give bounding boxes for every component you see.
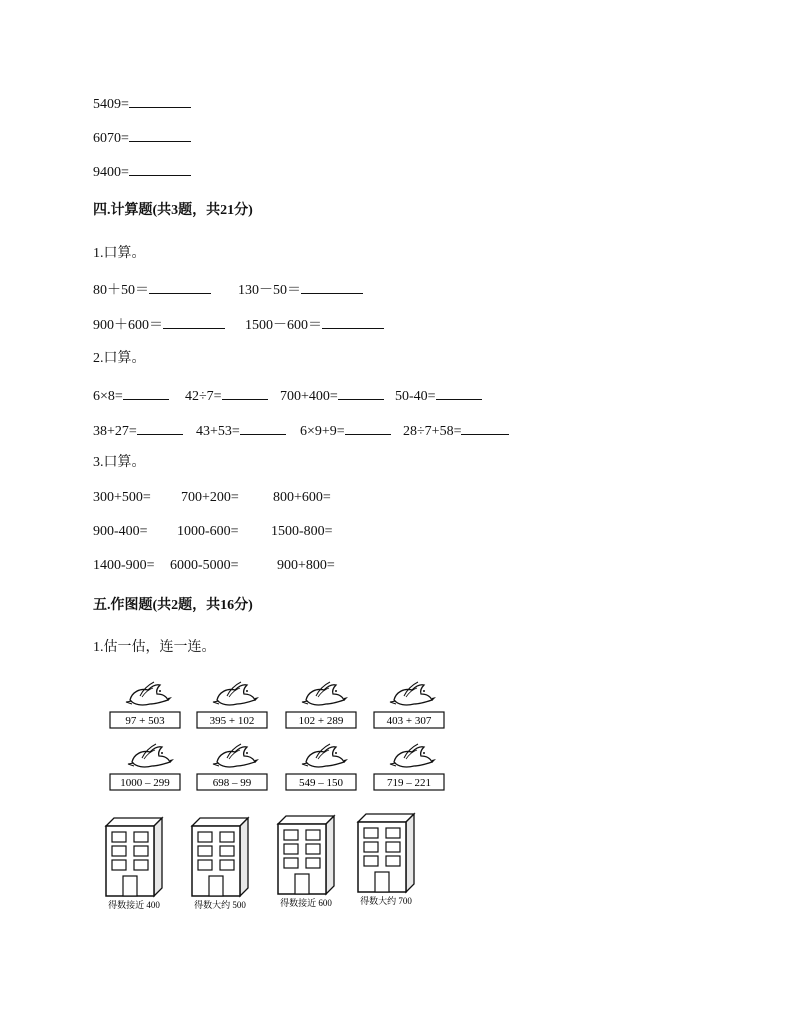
answer-blank[interactable] <box>137 421 183 435</box>
bird-label: 1000 – 299 <box>120 777 170 789</box>
q1-item: 900＋600＝ <box>93 315 225 335</box>
section-5-heading: 五.作图题(共2题，共16分) <box>93 598 253 613</box>
q1-item: 130－50＝ <box>238 280 363 300</box>
bird-icon <box>126 682 172 705</box>
answer-blank[interactable] <box>436 386 482 400</box>
building-label: 得数接近 400 <box>108 900 160 910</box>
conversion-line-3 <box>93 162 191 182</box>
q2-title: 2.口算。 <box>93 351 146 366</box>
answer-blank[interactable] <box>240 421 286 435</box>
building-icon <box>192 818 248 896</box>
building-card[interactable] <box>192 818 248 910</box>
building-label: 得数接近 600 <box>280 898 332 908</box>
bird-card[interactable] <box>197 682 267 728</box>
building-label: 得数大约 500 <box>194 900 246 910</box>
building-icon <box>106 818 162 896</box>
bird-icon <box>302 744 348 767</box>
q2-row-2: 38+27= 43+53= 6×9+9= 28÷7+58= <box>93 421 533 439</box>
q3-row-3: 1400-900= 6000-5000= 900+800= <box>93 558 335 573</box>
answer-blank[interactable] <box>345 421 391 435</box>
q3-row-1: 300+500= 700+200= 800+600= <box>93 490 331 505</box>
building-card[interactable] <box>278 816 334 908</box>
q3-title: 3.口算。 <box>93 455 146 470</box>
q1-item: 80＋50＝ <box>93 280 211 300</box>
building-label: 得数大约 700 <box>360 896 412 906</box>
answer-blank[interactable] <box>129 162 191 176</box>
building-icon <box>278 816 334 894</box>
answer-blank[interactable] <box>129 94 191 108</box>
answer-blank[interactable] <box>461 421 509 435</box>
conversion-expr: 5409= <box>93 97 129 112</box>
answer-blank[interactable] <box>301 280 363 294</box>
bird-icon <box>213 744 259 767</box>
bird-label: 97 + 503 <box>125 715 165 727</box>
q1-title: 1.口算。 <box>93 246 146 261</box>
bird-icon <box>390 744 436 767</box>
building-icon <box>358 814 414 892</box>
q1-row-1 <box>93 280 493 298</box>
q1-item: 1500－600＝ <box>245 315 384 335</box>
estimate-match-figure <box>100 676 460 916</box>
section-4-heading: 四.计算题(共3题，共21分) <box>93 203 253 218</box>
building-card[interactable] <box>358 814 414 906</box>
conversion-line-2 <box>93 128 191 148</box>
answer-blank[interactable] <box>123 386 169 400</box>
bird-label: 395 + 102 <box>209 715 255 727</box>
q1-row-2 <box>93 315 493 333</box>
answer-blank[interactable] <box>129 128 191 142</box>
conversion-expr: 9400= <box>93 165 129 180</box>
bird-icon <box>213 682 259 705</box>
bird-card[interactable] <box>286 682 356 728</box>
bird-card[interactable] <box>197 744 267 790</box>
bird-card[interactable] <box>374 682 444 728</box>
bird-icon <box>128 744 174 767</box>
bird-icon <box>302 682 348 705</box>
answer-blank[interactable] <box>222 386 268 400</box>
conversion-expr: 6070= <box>93 131 129 146</box>
answer-blank[interactable] <box>338 386 384 400</box>
bird-card[interactable] <box>286 744 356 790</box>
answer-blank[interactable] <box>163 315 225 329</box>
s5-q1-title: 1.估一估，连一连。 <box>93 640 216 655</box>
bird-label: 698 – 99 <box>212 777 252 789</box>
bird-label: 719 – 221 <box>387 777 431 789</box>
q2-row-1: 6×8= 42÷7= 700+400= 50-40= <box>93 386 513 404</box>
bird-label: 549 – 150 <box>299 777 343 789</box>
conversion-line-1 <box>93 94 191 114</box>
answer-blank[interactable] <box>149 280 211 294</box>
bird-icon <box>390 682 436 705</box>
bird-label: 102 + 289 <box>298 715 344 727</box>
answer-blank[interactable] <box>322 315 384 329</box>
bird-card[interactable] <box>374 744 444 790</box>
bird-card[interactable] <box>110 682 180 728</box>
bird-card[interactable] <box>110 744 180 790</box>
bird-label: 403 + 307 <box>386 715 432 727</box>
q3-row-2: 900-400= 1000-600= 1500-800= <box>93 524 333 539</box>
building-card[interactable] <box>106 818 162 910</box>
